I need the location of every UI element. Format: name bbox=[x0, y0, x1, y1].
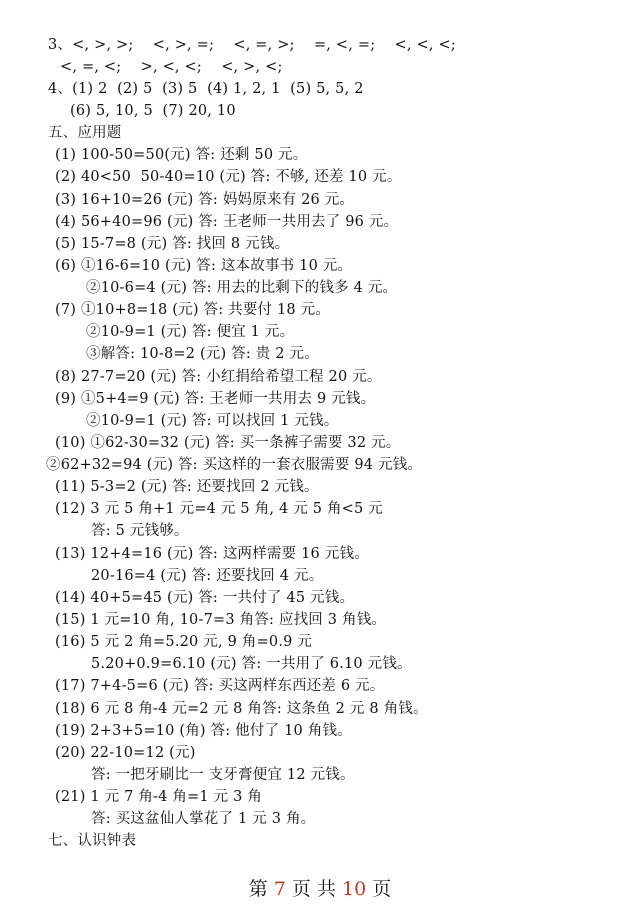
answer-line: 答: 5 元钱够。 bbox=[91, 523, 189, 539]
answer-line: (16) 5 元 2 角=5.20 元, 9 角=0.9 元 bbox=[55, 634, 313, 650]
answer-line: (13) 12+4=16 (元) 答: 这两样需要 16 元钱。 bbox=[55, 546, 369, 562]
answer-line: (6) ①16-6=10 (元) 答: 这本故事书 10 元。 bbox=[55, 258, 353, 274]
answer-line: (17) 7+4-5=6 (元) 答: 买这两样东西还差 6 元。 bbox=[55, 678, 385, 694]
answer-line: (1) 100-50=50(元) 答: 还剩 50 元。 bbox=[55, 147, 308, 163]
answer-line: 5.20+0.9=6.10 (元) 答: 一共用了 6.10 元钱。 bbox=[91, 656, 412, 672]
answer-line: 4、(1) 2 (2) 5 (3) 5 (4) 1, 2, 1 (5) 5, 5, 2 bbox=[48, 81, 364, 97]
answer-line: (7) ①10+8=18 (元) 答: 共要付 18 元。 bbox=[55, 302, 331, 318]
footer-middle: 页 共 bbox=[285, 878, 343, 900]
section-heading: 七、认识钟表 bbox=[48, 833, 137, 849]
page-footer bbox=[0, 876, 640, 902]
answer-line: ②10-6=4 (元) 答: 用去的比剩下的钱多 4 元。 bbox=[86, 280, 398, 296]
answer-line: (15) 1 元=10 角, 10-7=3 角答: 应找回 3 角钱。 bbox=[55, 612, 387, 628]
total-page-count: 10 bbox=[342, 878, 367, 900]
footer-suffix: 页 bbox=[366, 878, 392, 900]
current-page-number: 7 bbox=[273, 878, 286, 900]
answer-line: 答: 买这盆仙人掌花了 1 元 3 角。 bbox=[91, 811, 316, 827]
answer-line: ②10-9=1 (元) 答: 可以找回 1 元钱。 bbox=[86, 413, 339, 429]
footer-prefix: 第 bbox=[248, 878, 274, 900]
answer-line: ②10-9=1 (元) 答: 便宜 1 元。 bbox=[86, 324, 295, 340]
answer-line: 答: 一把牙刷比一 支牙膏便宜 12 元钱。 bbox=[91, 767, 355, 783]
answer-line: ②62+32=94 (元) 答: 买这样的一套衣服需要 94 元钱。 bbox=[46, 457, 423, 473]
answer-line: (9) ①5+4=9 (元) 答: 王老师一共用去 9 元钱。 bbox=[55, 391, 376, 407]
answer-line: 20-16=4 (元) 答: 还要找回 4 元。 bbox=[91, 568, 324, 584]
answer-line: (5) 15-7=8 (元) 答: 找回 8 元钱。 bbox=[55, 236, 290, 252]
answer-line: (10) ①62-30=32 (元) 答: 买一条裤子需要 32 元。 bbox=[55, 435, 401, 451]
answer-line: (2) 40<50 50-40=10 (元) 答: 不够, 还差 10 元。 bbox=[55, 169, 402, 185]
answer-line: (14) 40+5=45 (元) 答: 一共付了 45 元钱。 bbox=[55, 590, 355, 606]
answer-line: (12) 3 元 5 角+1 元=4 元 5 角, 4 元 5 角<5 元 bbox=[55, 501, 383, 517]
answer-line: ③解答: 10-8=2 (元) 答: 贵 2 元。 bbox=[86, 346, 319, 362]
section-heading: 五、应用题 bbox=[48, 125, 122, 141]
answer-line: (11) 5-3=2 (元) 答: 还要找回 2 元钱。 bbox=[55, 479, 319, 495]
answer-line: <, =, <; >, <, <; <, >, <; bbox=[60, 59, 283, 75]
answer-line: (21) 1 元 7 角-4 角=1 元 3 角 bbox=[55, 789, 263, 805]
answer-line: 3、<, >, >; <, >, =; <, =, >; =, <, =; <, <, <; bbox=[48, 37, 456, 53]
answer-line: (3) 16+10=26 (元) 答: 妈妈原来有 26 元。 bbox=[55, 192, 355, 208]
answer-line: (8) 27-7=20 (元) 答: 小红捐给希望工程 20 元。 bbox=[55, 369, 382, 385]
answer-line: (19) 2+3+5=10 (角) 答: 他付了 10 角钱。 bbox=[55, 723, 352, 739]
answer-line: (20) 22-10=12 (元) bbox=[55, 745, 196, 761]
answer-line: (4) 56+40=96 (元) 答: 王老师一共用去了 96 元。 bbox=[55, 214, 399, 230]
answer-line: (18) 6 元 8 角-4 元=2 元 8 角答: 这条鱼 2 元 8 角钱。 bbox=[55, 701, 428, 717]
answer-line: (6) 5, 10, 5 (7) 20, 10 bbox=[70, 103, 236, 119]
